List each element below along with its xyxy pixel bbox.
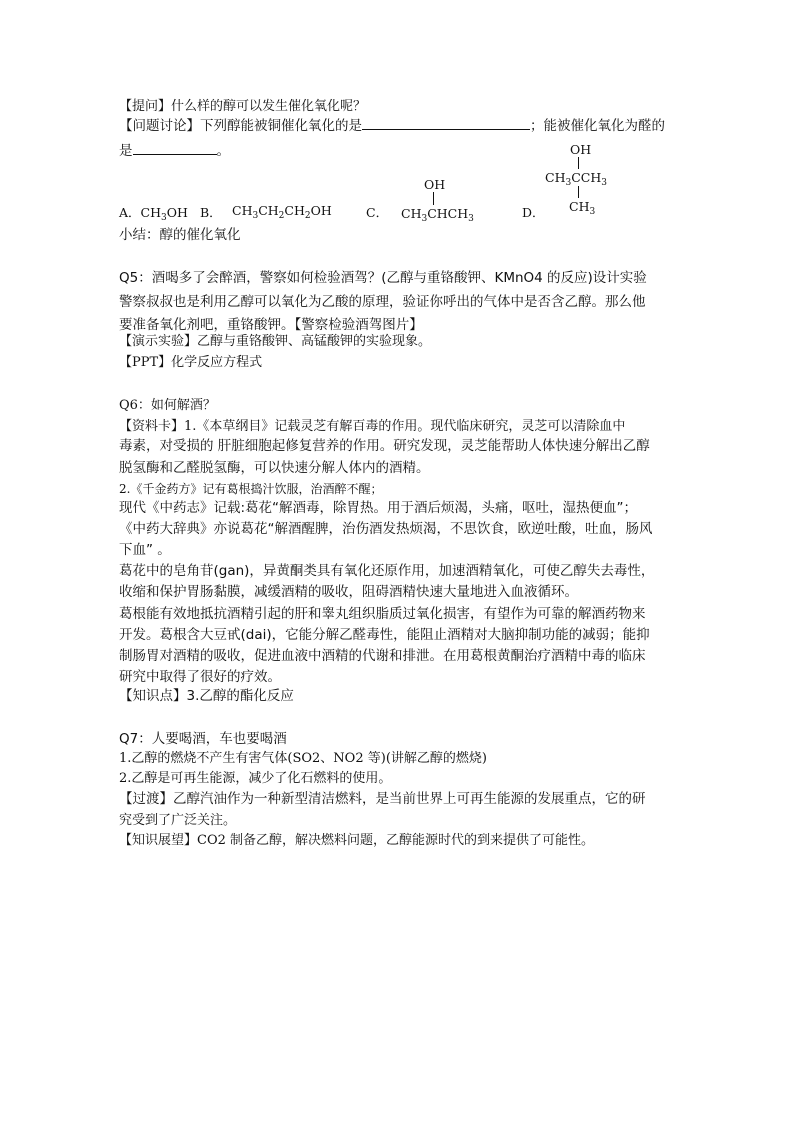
q6-line-13: 制肠胃对酒精的吸收，促进血液中酒精的代谢和排泄。在用葛根黄酮治疗酒精中毒的临床	[119, 648, 646, 664]
summary-line: 小结：醇的催化氧化	[119, 227, 241, 243]
option-c-oh: OH	[424, 177, 446, 192]
q6-line-2: 【资料卡】1.《本草纲目》记载灵芝有解百毒的作用。现代临床研究，灵芝可以清除血中	[119, 419, 626, 434]
ask-line: 【提问】什么样的醇可以发生催化氧化呢？	[119, 99, 367, 114]
option-d-bond-top	[578, 157, 579, 169]
option-b-label: B．	[200, 205, 222, 220]
b-f6: OH	[310, 203, 332, 218]
q6-line-15: 【知识点】3.乙醇的酯化反应	[119, 688, 294, 704]
b-f4: CH	[284, 203, 305, 218]
q7-line-2: 1.乙醇的燃烧不产生有害气体(SO2、NO2 等)(讲解乙醇的燃烧)	[119, 751, 487, 766]
c-f3: 3	[468, 214, 474, 224]
a-f0: CH	[140, 205, 161, 220]
option-c-formula	[401, 206, 474, 224]
d-m2: CCH	[571, 170, 602, 185]
q5-line-2: 警察叔叔也是利用乙醇可以氧化为乙酸的原理，验证你呼出的气体中是否含乙醇。那么他	[119, 294, 646, 310]
option-d-main	[545, 170, 607, 188]
option-b-formula	[232, 203, 332, 221]
q6-line-4: 脱氢酶和乙醛脱氢酶，可以快速分解人体内的酒精。	[119, 460, 430, 476]
a-f2: OH	[166, 205, 188, 220]
q7-line-4: 【过渡】乙醇汽油作为一种新型清洁燃料，是当前世界上可再生能源的发展重点，它的研	[119, 791, 646, 807]
q6-line-6: 现代《中药志》记载:葛花“解酒毒，除胃热。用于酒后烦渴，头痛，呕吐，湿热便血”；	[119, 500, 638, 516]
discussion-mid: ；能被催化氧化为醛的	[530, 118, 665, 134]
q6-line-1: Q6：如何解酒？	[119, 398, 216, 413]
option-c-bond	[433, 192, 434, 205]
option-c-label: C．	[366, 205, 389, 220]
q7-line-5: 究受到了广泛关注。	[119, 813, 237, 828]
answer-blank-2	[133, 142, 217, 155]
q7-line-3: 2.乙醇是可再生能源，减少了化石燃料的使用。	[119, 771, 392, 786]
c-f0: CH	[401, 206, 422, 221]
c-f2: CHCH	[427, 206, 469, 221]
option-d-label: D．	[522, 205, 545, 220]
discussion-end: 。	[216, 143, 230, 159]
q6-line-12: 开发。葛根含大豆甙(dai)，它能分解乙醛毒性，能阻止酒精对大脑抑制功能的减弱；能抑	[119, 627, 650, 643]
q7-line-6: 【知识展望】CO2 制备乙醇，解决燃料问题，乙醇能源时代的到来提供了可能性。	[119, 833, 595, 848]
q5-line-3: 要准备氧化剂吧，重铬酸钾。【警察检验酒驾图片】	[119, 317, 423, 333]
option-a	[119, 205, 188, 223]
option-a-label: A．	[119, 205, 141, 220]
d-m3: 3	[601, 178, 607, 188]
d-b0: CH	[569, 199, 590, 214]
q6-line-9: 葛花中的皂角苷(gan)，异黄酮类具有氧化还原作用，加速酒精氧化，可使乙醇失去毒性，	[119, 563, 655, 579]
option-d-bottom	[569, 199, 596, 217]
c-f1: 3	[421, 214, 428, 224]
discussion-line	[119, 117, 665, 135]
b-f3: 2	[278, 211, 285, 221]
discussion-cont-text: 是	[119, 143, 133, 159]
a-f1: 3	[161, 213, 167, 223]
d-m1: 3	[565, 178, 572, 188]
q5-line-4: 【演示实验】乙醇与重铬酸钾、高锰酸钾的实验现象。	[119, 334, 432, 349]
q7-line-1: Q7：人要喝酒，车也要喝酒	[119, 731, 287, 747]
d-b1: 3	[589, 207, 596, 217]
q6-line-14: 研究中取得了很好的疗效。	[119, 669, 281, 685]
answer-blank-1	[362, 117, 530, 130]
b-f5: 2	[304, 211, 311, 221]
option-d-bond-bottom	[578, 186, 579, 198]
q5-line-1: Q5：酒喝多了会醉酒，警察如何检验酒驾？(乙醇与重铬酸钾、KMnO4 的反应)设计实验	[119, 270, 647, 286]
d-m0: CH	[545, 170, 566, 185]
option-d-oh: OH	[570, 142, 592, 157]
b-f2: CH	[258, 203, 279, 218]
q6-line-11: 葛根能有效地抵抗酒精引起的肝和睾丸组织脂质过氧化损害，有望作为可靠的解酒药物来	[119, 606, 646, 622]
q5-line-5: 【PPT】化学反应方程式	[119, 355, 263, 370]
discussion-prefix: 【问题讨论】下列醇能被铜催化氧化的是	[119, 118, 362, 134]
q6-line-5: 2.《千金药方》记有葛根捣汁饮服，治酒醉不醒；	[119, 482, 383, 496]
b-f0: CH	[232, 203, 253, 218]
q6-line-3: 毒素，对受损的 肝脏细胞起修复营养的作用。研究发现，灵芝能帮助人体快速分解出乙醇	[119, 438, 650, 454]
discussion-continuation	[119, 142, 230, 160]
b-f1: 3	[252, 211, 259, 221]
q6-line-7: 《中药大辞典》亦说葛花“解酒醒脾，治伤酒发热烦渴，不思饮食，欧逆吐酸，吐血，肠风	[119, 521, 653, 537]
q6-line-8: 下血” 。	[119, 542, 171, 558]
q6-line-10: 收缩和保护胃肠黏膜，减缓酒精的吸收，阻碍酒精快速大量地进入血液循环。	[119, 584, 578, 600]
